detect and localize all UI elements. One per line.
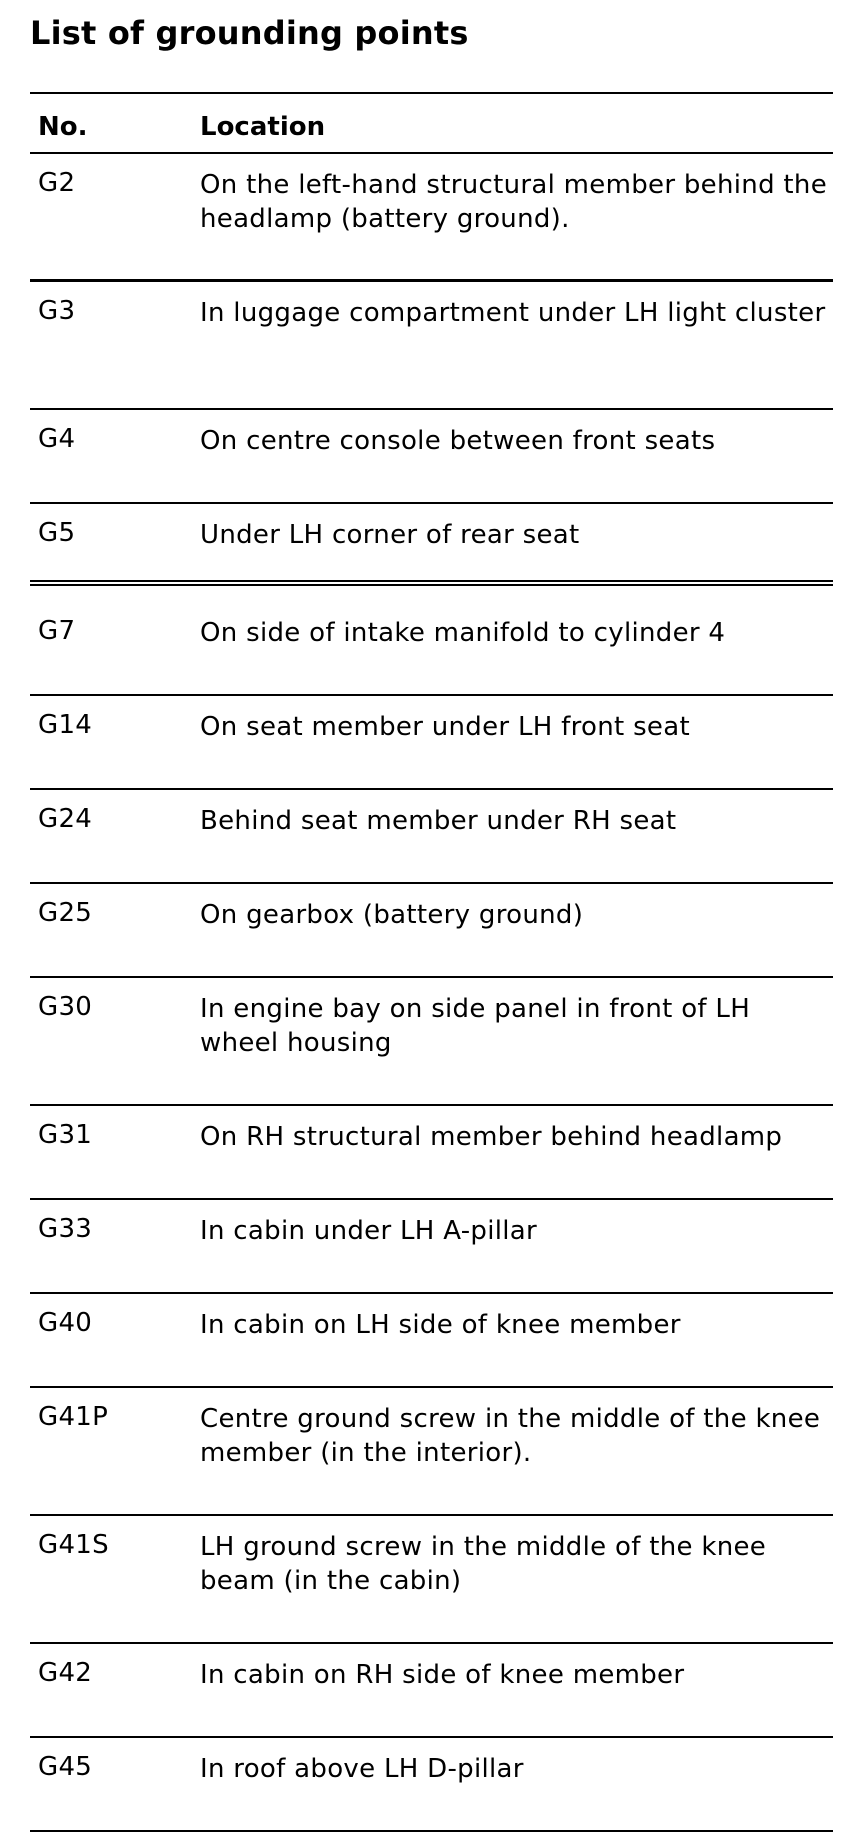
row-no: G45: [38, 1752, 93, 1782]
row-location: In cabin on LH side of knee member: [200, 1310, 681, 1340]
row-no: G3: [38, 296, 76, 326]
row-no: G4: [38, 424, 76, 454]
table-header: [30, 94, 833, 154]
row-location: On side of intake manifold to cylinder 4: [200, 618, 726, 648]
table-row: [30, 154, 833, 282]
row-location: On seat member under LH front seat: [200, 712, 690, 742]
row-no: G30: [38, 992, 93, 1022]
table-row: [30, 504, 833, 586]
grounding-points-table: [30, 92, 833, 1832]
table-row: [30, 978, 833, 1106]
table-row: [30, 696, 833, 790]
row-no: G42: [38, 1658, 93, 1688]
header-no: No.: [38, 112, 88, 142]
table-row: [30, 1294, 833, 1388]
row-no: G41P: [38, 1402, 109, 1432]
row-no: G33: [38, 1214, 93, 1244]
table-row: [30, 282, 833, 410]
table-row: [30, 1738, 833, 1832]
row-location: Centre ground screw in the middle of the knee member (in the interior).: [200, 1404, 821, 1468]
table-row: [30, 1106, 833, 1200]
row-location: On RH structural member behind headlamp: [200, 1122, 783, 1152]
row-no: G5: [38, 518, 76, 548]
row-location: In cabin under LH A-pillar: [200, 1216, 538, 1246]
row-location: On the left-hand structural member behind the headlamp (battery ground).: [200, 170, 828, 234]
row-no: G40: [38, 1308, 93, 1338]
table-row: [30, 884, 833, 978]
row-no: G7: [38, 616, 76, 646]
row-location: On centre console between front seats: [200, 426, 716, 456]
row-location: On gearbox (battery ground): [200, 900, 584, 930]
row-no: G2: [38, 168, 76, 198]
table-row: [30, 586, 833, 696]
row-no: G25: [38, 898, 93, 928]
table-row: [30, 1200, 833, 1294]
table-row: [30, 790, 833, 884]
row-location: LH ground screw in the middle of the knee beam (in the cabin): [200, 1532, 767, 1596]
row-no: G41S: [38, 1530, 109, 1560]
table-row: [30, 1644, 833, 1738]
row-location: In luggage compartment under LH light cluster: [200, 298, 826, 328]
row-no: G14: [38, 710, 93, 740]
row-no: G24: [38, 804, 93, 834]
row-location: In cabin on RH side of knee member: [200, 1660, 685, 1690]
row-location: Under LH corner of rear seat: [200, 520, 580, 550]
table-row: [30, 1516, 833, 1644]
table-row: [30, 1388, 833, 1516]
row-location: In engine bay on side panel in front of LH wheel housing: [200, 994, 751, 1058]
header-location: Location: [200, 112, 326, 142]
row-location: Behind seat member under RH seat: [200, 806, 677, 836]
row-location: In roof above LH D-pillar: [200, 1754, 524, 1784]
table-row: [30, 410, 833, 504]
row-no: G31: [38, 1120, 93, 1150]
page-title: List of grounding points: [30, 14, 469, 52]
